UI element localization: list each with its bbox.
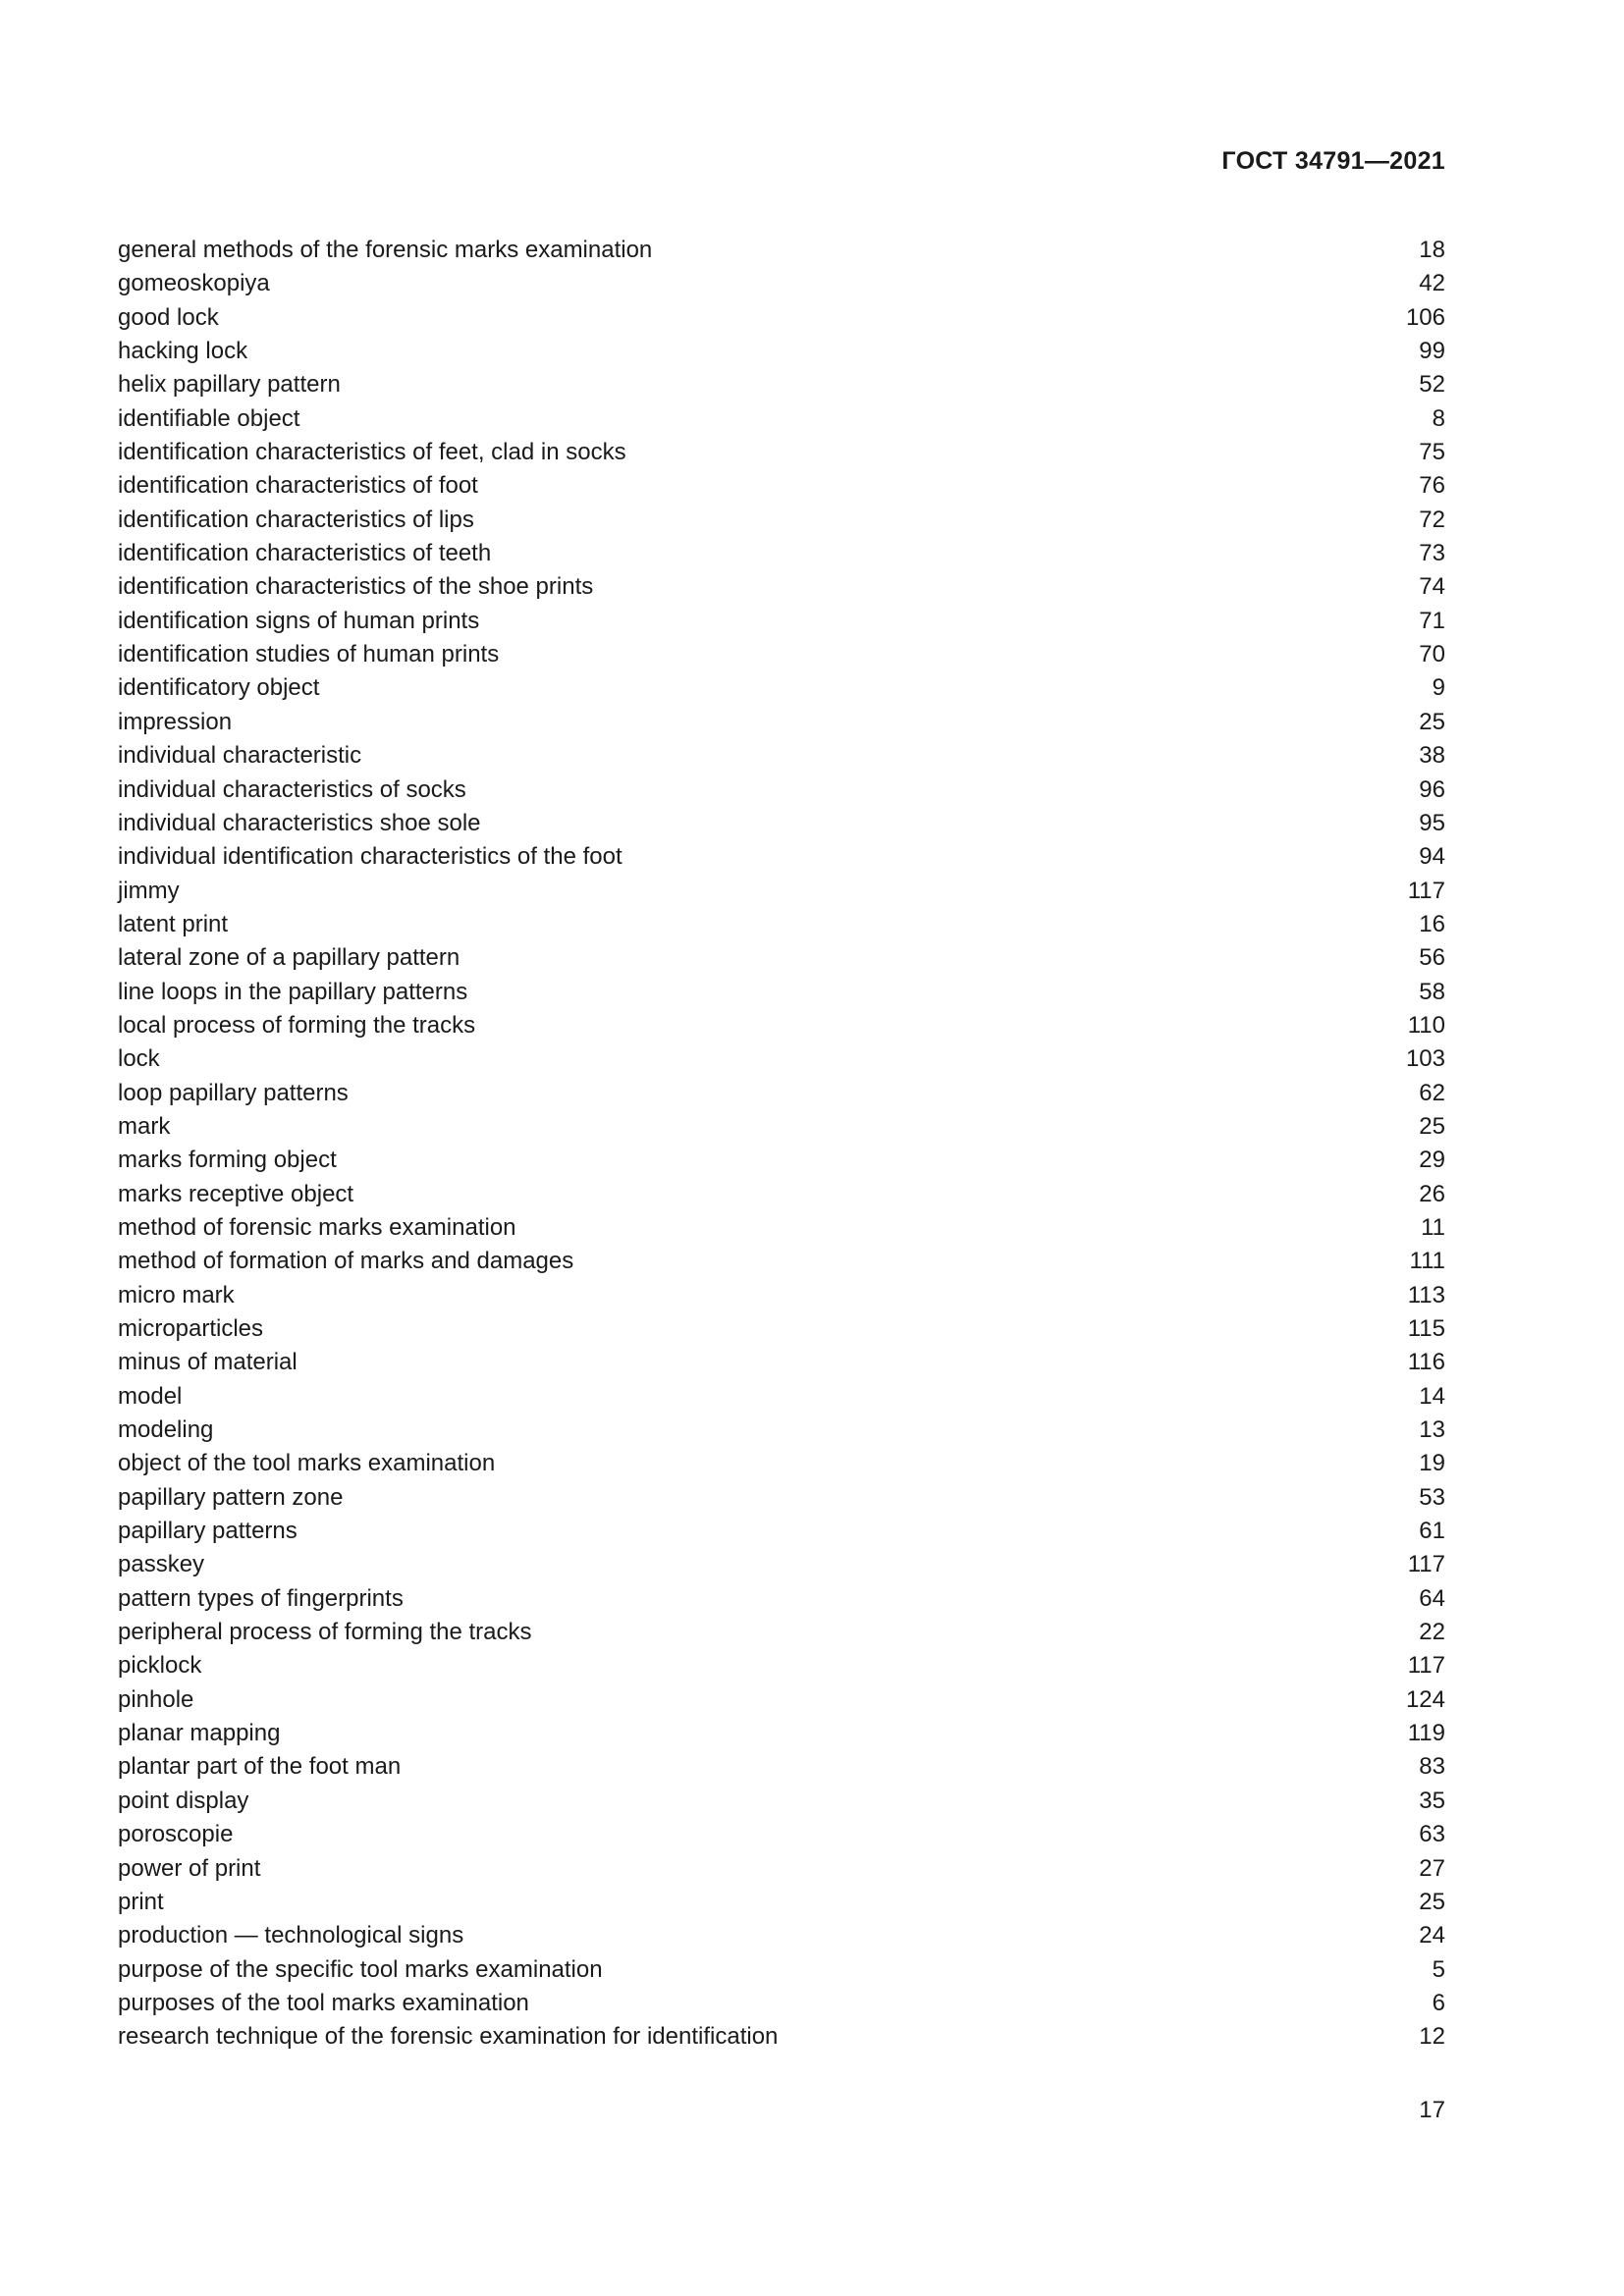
index-term: identification characteristics of lips	[118, 506, 474, 533]
index-entry	[118, 1919, 1445, 1952]
index-term: impression	[118, 708, 233, 735]
index-term-number: 11	[1421, 1213, 1445, 1241]
index-term-number: 29	[1419, 1147, 1445, 1174]
index-term-number: 71	[1419, 607, 1445, 634]
index-term: poroscopie	[118, 1821, 234, 1848]
index-term: identification characteristics of foot	[118, 472, 478, 500]
index-entry	[118, 1818, 1445, 1851]
index-term: identifiable object	[118, 404, 300, 432]
index-entry	[118, 436, 1445, 469]
index-entry	[118, 1852, 1445, 1886]
index-entry	[118, 301, 1445, 335]
index-entry	[118, 1515, 1445, 1548]
index-term-number: 110	[1407, 1011, 1445, 1039]
index-entry	[118, 1178, 1445, 1211]
index-term: print	[118, 1888, 164, 1915]
index-entry	[118, 1717, 1445, 1750]
index-term: point display	[118, 1787, 249, 1814]
index-term: individual characteristics shoe sole	[118, 809, 481, 836]
index-term: purpose of the specific tool marks examination	[118, 1955, 603, 1983]
index-term: individual characteristic	[118, 742, 362, 770]
index-entry	[118, 1987, 1445, 2020]
index-entry	[118, 941, 1445, 975]
index-entry	[118, 1953, 1445, 1987]
index-term-number: 124	[1405, 1685, 1445, 1713]
index-entry	[118, 267, 1445, 300]
index-term-number: 24	[1419, 1922, 1445, 1949]
index-term-number: 111	[1409, 1248, 1445, 1275]
index-term-number: 19	[1419, 1450, 1445, 1477]
index-term: plantar part of the foot man	[118, 1753, 402, 1781]
index-term-number: 115	[1407, 1315, 1445, 1342]
index-term: papillary patterns	[118, 1518, 298, 1545]
index-term-number: 8	[1432, 404, 1445, 432]
index-term-number: 96	[1419, 775, 1445, 803]
index-term: planar mapping	[118, 1720, 281, 1747]
index-term-number: 95	[1419, 809, 1445, 836]
index-entry	[118, 1683, 1445, 1717]
index-entry	[118, 671, 1445, 705]
index-term: line loops in the papillary patterns	[118, 978, 468, 1005]
index-term-number: 6	[1432, 1989, 1445, 2016]
index-term: identification characteristics of feet, clad in socks	[118, 439, 626, 466]
index-term: production — technological signs	[118, 1922, 464, 1949]
index-term-number: 61	[1419, 1518, 1445, 1545]
index-entry	[118, 807, 1445, 840]
index-term: gomeoskopiya	[118, 270, 270, 297]
index-term-number: 119	[1407, 1720, 1445, 1747]
index-term-number: 75	[1419, 439, 1445, 466]
index-term-number: 56	[1419, 944, 1445, 972]
index-entry	[118, 976, 1445, 1009]
index-term-number: 117	[1407, 1551, 1445, 1578]
index-term-number: 99	[1419, 338, 1445, 365]
index-term-number: 74	[1419, 573, 1445, 601]
index-term-number: 103	[1405, 1045, 1445, 1073]
index-entry	[118, 638, 1445, 671]
index-entry	[118, 335, 1445, 368]
index-term: individual characteristics of socks	[118, 775, 466, 803]
index-entry	[118, 368, 1445, 401]
index-term: pattern types of fingerprints	[118, 1584, 404, 1612]
index-term: pinhole	[118, 1685, 194, 1713]
index-entry	[118, 1785, 1445, 1818]
index-term-number: 25	[1419, 1112, 1445, 1140]
index-term: mark	[118, 1112, 171, 1140]
index-entry	[118, 2020, 1445, 2054]
index-entry	[118, 570, 1445, 604]
index-entry	[118, 537, 1445, 570]
index-term: model	[118, 1382, 183, 1410]
index-entry	[118, 1750, 1445, 1784]
index-term-number: 117	[1407, 877, 1445, 904]
index-term-number: 64	[1419, 1584, 1445, 1612]
index-term: papillary pattern zone	[118, 1483, 344, 1511]
index-entry	[118, 908, 1445, 941]
index-term-number: 27	[1419, 1854, 1445, 1882]
index-term-number: 14	[1419, 1382, 1445, 1410]
index-term-number: 83	[1419, 1753, 1445, 1781]
index-entry	[118, 1144, 1445, 1177]
index-term: identification characteristics of the shoe prints	[118, 573, 594, 601]
index-term: object of the tool marks examination	[118, 1450, 496, 1477]
index-term: marks forming object	[118, 1147, 337, 1174]
index-entry	[118, 1481, 1445, 1515]
index-term: jimmy	[118, 877, 180, 904]
index-term-number: 70	[1419, 641, 1445, 668]
index-term: method of formation of marks and damages	[118, 1248, 574, 1275]
index-entry	[118, 402, 1445, 436]
index-term: good lock	[118, 303, 219, 331]
index-term-number: 117	[1407, 1652, 1445, 1680]
index-term-number: 5	[1432, 1955, 1445, 1983]
index-entry	[118, 1110, 1445, 1144]
index-term: purposes of the tool marks examination	[118, 1989, 529, 2016]
index-term-number: 9	[1432, 674, 1445, 702]
index-term-number: 106	[1405, 303, 1445, 331]
index-term-number: 53	[1419, 1483, 1445, 1511]
index-term-number: 18	[1419, 237, 1445, 263]
index-term: identification signs of human prints	[118, 607, 480, 634]
index-term-number: 22	[1419, 1619, 1445, 1646]
index-term-number: 62	[1419, 1079, 1445, 1106]
index-term: passkey	[118, 1551, 205, 1578]
index-term-number: 73	[1419, 540, 1445, 567]
index-entry	[118, 706, 1445, 739]
index-entry	[118, 1616, 1445, 1649]
index-entry	[118, 1380, 1445, 1414]
index-term-number: 38	[1419, 742, 1445, 770]
index-term: hacking lock	[118, 338, 248, 365]
index-entry	[118, 605, 1445, 638]
index-term: microparticles	[118, 1315, 264, 1342]
index-entry	[118, 875, 1445, 908]
alphabetical-index	[118, 234, 1445, 2055]
index-term: picklock	[118, 1652, 202, 1680]
index-entry	[118, 504, 1445, 537]
index-term-number: 58	[1419, 978, 1445, 1005]
page-number: 17	[1419, 2097, 1445, 2123]
index-term-number: 35	[1419, 1787, 1445, 1814]
index-term: identificatory object	[118, 674, 320, 702]
index-term: helix papillary pattern	[118, 371, 341, 399]
index-entry	[118, 1211, 1445, 1245]
index-entry	[118, 1548, 1445, 1581]
index-entry	[118, 234, 1445, 267]
index-entry	[118, 1414, 1445, 1447]
index-entry	[118, 1279, 1445, 1312]
index-term-number: 116	[1407, 1349, 1445, 1376]
index-term-number: 94	[1419, 843, 1445, 871]
index-term: modeling	[118, 1416, 214, 1444]
index-entry	[118, 739, 1445, 773]
index-term: latent print	[118, 910, 229, 937]
index-term: research technique of the forensic examination for identification	[118, 2023, 779, 2051]
index-term-number: 113	[1407, 1281, 1445, 1308]
index-term-number: 63	[1419, 1821, 1445, 1848]
index-term: general methods of the forensic marks examination	[118, 237, 653, 263]
index-term-number: 76	[1419, 472, 1445, 500]
index-entry	[118, 1447, 1445, 1480]
index-entry	[118, 1245, 1445, 1278]
index-term: marks receptive object	[118, 1180, 354, 1207]
index-entry	[118, 1042, 1445, 1076]
index-entry	[118, 1346, 1445, 1379]
index-term: local process of forming the tracks	[118, 1011, 476, 1039]
index-term: loop papillary patterns	[118, 1079, 349, 1106]
index-term-number: 72	[1419, 506, 1445, 533]
index-term-number: 42	[1419, 270, 1445, 297]
index-term: micro mark	[118, 1281, 235, 1308]
index-term: lock	[118, 1045, 160, 1073]
index-term: power of print	[118, 1854, 261, 1882]
index-entry	[118, 1312, 1445, 1346]
index-entry	[118, 774, 1445, 807]
index-term: peripheral process of forming the tracks	[118, 1619, 532, 1646]
index-term-number: 26	[1419, 1180, 1445, 1207]
index-term-number: 25	[1419, 1888, 1445, 1915]
index-entry	[118, 1582, 1445, 1616]
document-header: ГОСТ 34791—2021	[1221, 147, 1445, 175]
index-term: identification studies of human prints	[118, 641, 500, 668]
index-term: individual identification characteristics of the foot	[118, 843, 623, 871]
index-entry	[118, 1009, 1445, 1042]
index-term-number: 16	[1419, 910, 1445, 937]
index-entry	[118, 1886, 1445, 1919]
index-term: lateral zone of a papillary pattern	[118, 944, 460, 972]
index-entry	[118, 1649, 1445, 1682]
index-term: method of forensic marks examination	[118, 1213, 516, 1241]
index-entry	[118, 469, 1445, 503]
index-term: minus of material	[118, 1349, 298, 1376]
index-term-number: 25	[1419, 708, 1445, 735]
index-term-number: 13	[1419, 1416, 1445, 1444]
index-entry	[118, 1077, 1445, 1110]
index-term-number: 12	[1419, 2023, 1445, 2051]
index-term-number: 52	[1419, 371, 1445, 399]
index-entry	[118, 840, 1445, 874]
index-term: identification characteristics of teeth	[118, 540, 492, 567]
